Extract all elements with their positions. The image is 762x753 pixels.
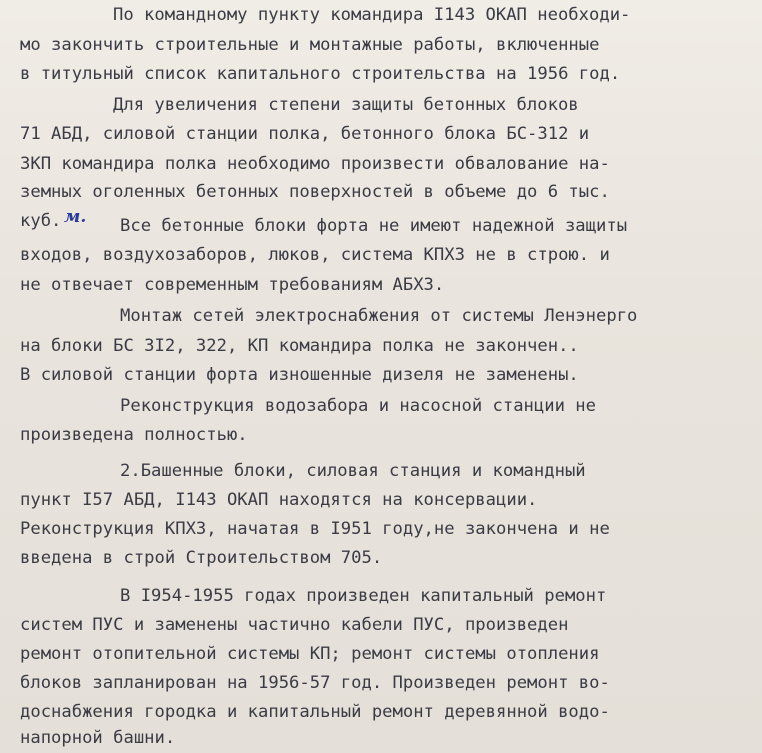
text-line: 2.Башенные блоки, силовая станция и командный — [120, 461, 586, 481]
text-line: доснабжения городка и капитальный ремонт деревянной водо- — [20, 702, 610, 722]
text-line: блоков запланирован на 1956-57 год. Произведен ремонт во- — [20, 673, 610, 693]
text-line: не отвечает современным требованиям АБХЗ. — [20, 275, 445, 295]
text-line: В силовой станции форта изношенные дизеля не заменены. — [20, 365, 579, 385]
text-line: По командному пункту командира I143 ОКАП необходи- — [113, 5, 631, 25]
text-line: на блоки БС 3I2, 322, КП командира полка не закончен.. — [20, 336, 579, 356]
text-line: мо закончить строительные и монтажные работы, включенные — [20, 35, 600, 55]
text-line: 71 АБД, силовой станции полка, бетонного блока БС-312 и — [20, 124, 590, 144]
text-line: введена в строй Строительством 705. — [20, 548, 383, 568]
text-line: Реконструкция КПХЗ, начатая в I951 году,не закончена и не — [20, 519, 610, 539]
text-line: куб. — [20, 211, 62, 231]
text-line: входов, воздухозаборов, люков, система КПХЗ не в строю. и — [20, 245, 610, 265]
handwritten-unit: м. — [64, 207, 87, 227]
text-line: ремонт отопительной системы КП; ремонт системы отопления — [20, 644, 600, 664]
text-line: Реконструкция водозабора и насосной станции не — [120, 396, 596, 416]
text-line: Монтаж сетей электроснабжения от системы Ленэнерго — [120, 306, 638, 326]
text-line: земных оголенных бетонных поверхностей в объеме до 6 тыс. — [20, 182, 610, 202]
text-line: произведена полностью. — [20, 425, 248, 445]
text-line: в титульный список капитального строительства на 1956 год. — [20, 64, 621, 84]
text-line: систем ПУС и заменены частично кабели ПУС, произведен — [20, 615, 569, 635]
text-line: напорной башни. — [20, 728, 176, 748]
text-line: В I954-1955 годах произведен капитальный ремонт — [120, 586, 607, 606]
text-line: Для увеличения степени защиты бетонных блоков — [113, 95, 579, 115]
text-line: пункт I57 АБД, I143 ОКАП находятся на консервации. — [20, 490, 538, 510]
text-line: Все бетонные блоки форта не имеют надежной защиты — [120, 216, 628, 236]
text-line: ЗКП командира полка необходимо произвести обвалование на- — [20, 154, 610, 174]
